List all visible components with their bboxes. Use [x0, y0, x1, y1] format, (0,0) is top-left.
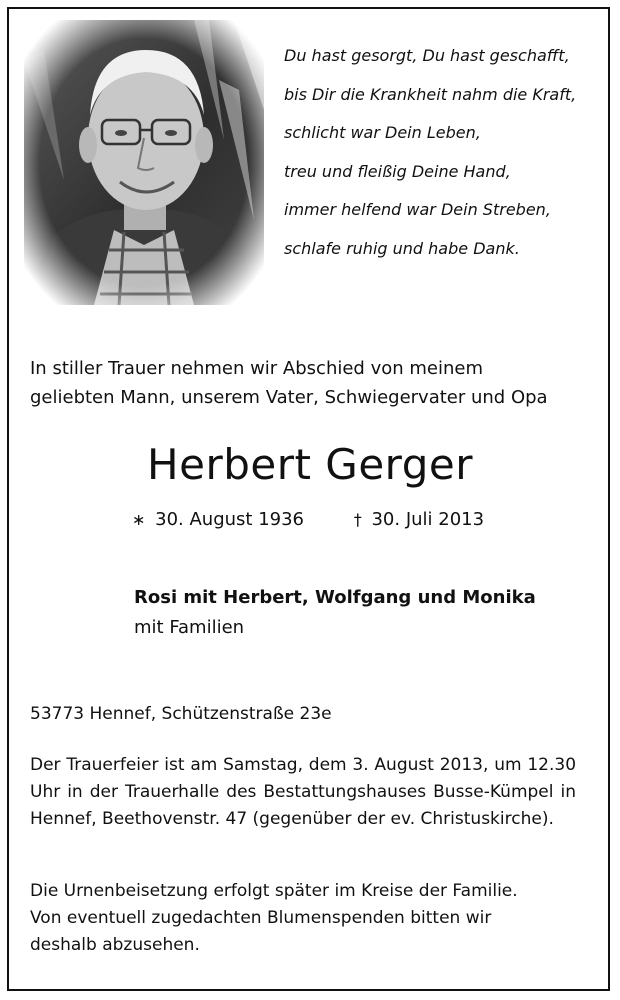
- death-info: [354, 509, 484, 530]
- announcement-intro: [30, 354, 590, 412]
- portrait-photo-image: [24, 20, 264, 305]
- poem-line: schlafe ruhig und habe Dank.: [284, 238, 520, 258]
- birth-date: 30. August 1936: [155, 509, 305, 530]
- death-date: 30. Juli 2013: [371, 509, 485, 530]
- poem-line: schlicht war Dein Leben,: [284, 123, 481, 143]
- mourning-family: [134, 583, 536, 643]
- ceremony-line: Busse-Kümpel in Hennef, Beethovenstr. 47 (gegenüber: [30, 782, 576, 829]
- burial-line: Die Urnenbeisetzung erfolgt später im Kreise der Familie.: [30, 881, 518, 901]
- burial-line: Von eventuell zugedachten Blumenspenden bitten wir: [30, 908, 492, 928]
- poem-line: immer helfend war Dein Streben,: [284, 200, 551, 220]
- birth-star-icon: ∗: [132, 510, 146, 529]
- intro-line: In stiller Trauer nehmen wir Abschied von meinem: [30, 358, 483, 379]
- poem-line: bis Dir die Krankheit nahm die Kraft,: [284, 84, 577, 104]
- family-names: Rosi mit Herbert, Wolfgang und Monika: [134, 587, 536, 608]
- intro-line: geliebten Mann, unserem Vater, Schwiegervater und Opa: [30, 387, 548, 408]
- poem-line: Du hast gesorgt, Du hast geschafft,: [284, 46, 570, 65]
- ceremony-line: der ev. Christuskirche).: [356, 809, 554, 829]
- ceremony-paragraph: [30, 752, 576, 833]
- memorial-poem: [284, 44, 604, 276]
- family-address: 53773 Hennef, Schützenstraße 23e: [30, 704, 332, 724]
- ceremony-line: Der Trauerfeier ist am Samstag, dem 3. August 2013,: [30, 755, 489, 775]
- deceased-name: Herbert Gerger: [147, 440, 473, 489]
- portrait-photo: [24, 20, 264, 305]
- poem-line: treu und fleißig Deine Hand,: [284, 161, 511, 181]
- birth-info: [132, 507, 348, 533]
- ceremony-line: um 12.30 Uhr in der Trauerhalle des Bestattungshauses: [30, 755, 577, 802]
- burial-line: deshalb abzusehen.: [30, 935, 200, 955]
- family-suffix: mit Familien: [134, 617, 245, 638]
- death-cross-icon: †: [353, 510, 362, 529]
- burial-paragraph: [30, 878, 576, 959]
- life-dates: [132, 507, 484, 533]
